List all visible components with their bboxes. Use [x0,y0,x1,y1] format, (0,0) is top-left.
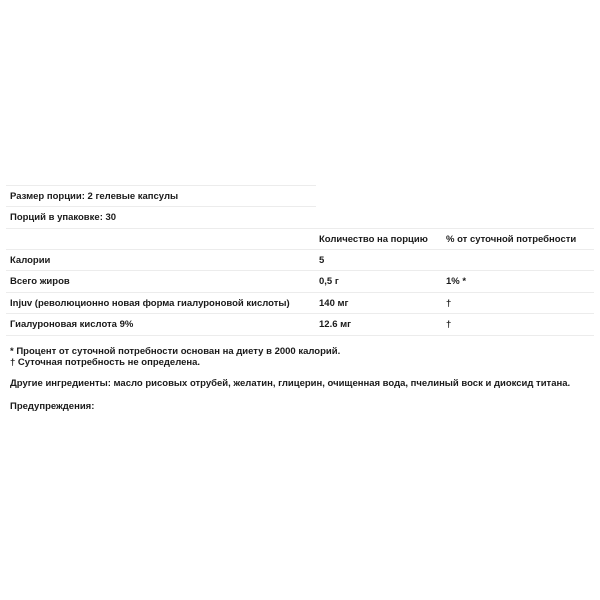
nutrient-amount: 140 мг [319,298,349,309]
serving-size: Размер порции: 2 гелевые капсулы [10,191,179,202]
footnote-undetermined: † Суточная потребность не определена. [10,357,201,368]
other-ingredients: Другие ингредиенты: масло рисовых отрубей, желатин, глицерин, очищенная вода, пчелиный воск и диоксид титана. [10,378,571,389]
nutrient-amount: 0,5 г [319,276,339,287]
table-row [6,270,594,291]
nutrient-name: Гиалуроновая кислота 9% [10,319,134,330]
nutrient-name: Всего жиров [10,276,70,287]
nutrient-amount: 12.6 мг [319,319,352,330]
nutrient-amount: 5 [319,255,325,266]
nutrient-name: Калории [10,255,51,266]
table-row [6,313,594,336]
header-amount: Количество на порцию [319,234,428,245]
table-row [6,292,594,313]
header-daily-value: % от суточной потребности [446,234,577,245]
footnote-daily-value: * Процент от суточной потребности основан на диету в 2000 калорий. [10,346,341,357]
nutrient-dv: † [446,298,452,309]
table-row [6,249,594,270]
serving-size-row [6,185,316,206]
nutrient-name: Injuv (революционно новая форма гиалуроновой кислоты) [10,298,290,309]
nutrient-dv: 1% * [446,276,467,287]
table-header [6,228,594,249]
nutrient-dv: † [446,319,452,330]
servings-per-container: Порций в упаковке: 30 [10,212,117,223]
warnings-heading: Предупреждения: [10,401,95,412]
servings-per-container-row [6,206,316,227]
